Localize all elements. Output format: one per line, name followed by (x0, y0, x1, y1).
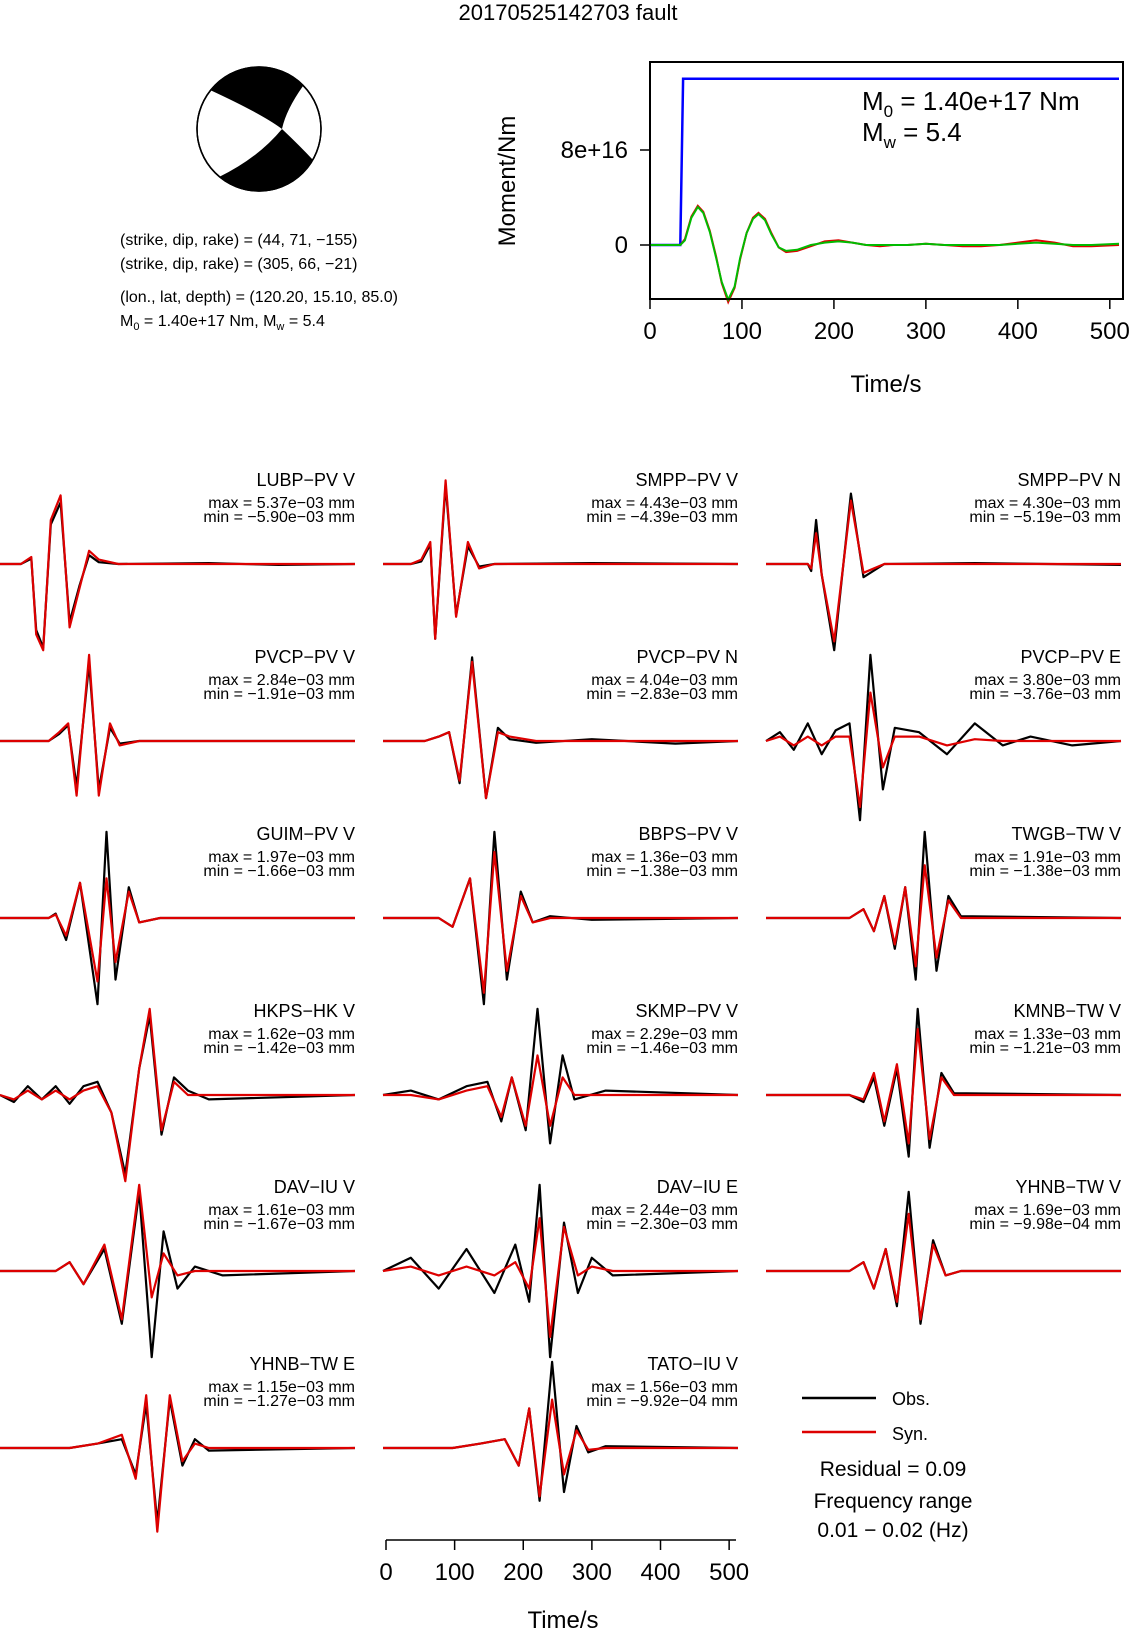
moment-y-tick-label: 8e+16 (560, 137, 628, 164)
time-axis-tick-label: 400 (640, 1559, 681, 1586)
station-max: max = 4.04e−03 mm (591, 672, 738, 689)
m0-value: = 1.40e+17 Nm, M (139, 313, 277, 330)
time-axis-tick-label: 0 (379, 1559, 393, 1586)
station-name: SKMP−PV V (635, 1001, 738, 1021)
mw-annotation (862, 117, 962, 152)
station-panel (383, 1177, 738, 1357)
station-min: min = −5.19e−03 mm (969, 509, 1121, 526)
station-panel (0, 1354, 355, 1532)
legend-syn-label: Syn. (892, 1424, 929, 1444)
beachball (197, 67, 321, 192)
station-panel (0, 647, 355, 796)
station-panel (0, 824, 355, 1004)
frequency-range-value: 0.01 − 0.02 (Hz) (817, 1519, 969, 1542)
time-axis-tick-label: 300 (571, 1559, 612, 1586)
station-panel (383, 1354, 738, 1501)
station-name: YHNB−TW V (1015, 1177, 1121, 1197)
figure-title: 20170525142703 fault (458, 0, 678, 25)
station-panel (383, 824, 738, 1004)
station-max: max = 1.62e−03 mm (208, 1026, 355, 1043)
station-max: max = 3.80e−03 mm (974, 672, 1121, 689)
station-max: max = 4.43e−03 mm (591, 495, 738, 512)
location: (lon., lat, depth) = (120.20, 15.10, 85.0) (120, 289, 398, 306)
station-panel (383, 470, 738, 639)
moment-x-tick-label: 100 (721, 318, 762, 345)
moment-x-axis (643, 299, 1130, 345)
mw-value: = 5.4 (284, 313, 325, 330)
moment-line-rate_obs (650, 207, 1119, 300)
station-min: min = −3.76e−03 mm (969, 686, 1121, 703)
moment-x-label: Time/s (850, 371, 922, 398)
moment-line (120, 313, 325, 333)
syn-trace (0, 1395, 355, 1531)
m0-subscript: 0 (133, 321, 140, 333)
frequency-range-label: Frequency range (813, 1490, 973, 1513)
station-min: min = −1.38e−03 mm (969, 863, 1121, 880)
m0-annotation-value: = 1.40e+17 Nm (893, 86, 1080, 116)
time-axis-label: Time/s (527, 1607, 599, 1634)
station-max: max = 1.36e−03 mm (591, 849, 738, 866)
station-min: min = −1.21e−03 mm (969, 1040, 1121, 1057)
station-name: PVCP−PV V (254, 647, 355, 667)
station-name: DAV−IU E (656, 1177, 738, 1197)
station-name: YHNB−TW E (249, 1354, 355, 1374)
station-max: max = 1.61e−03 mm (208, 1202, 355, 1219)
waveform-time-axis (379, 1540, 749, 1634)
syn-trace (383, 1218, 738, 1337)
station-min: min = −1.27e−03 mm (203, 1393, 355, 1410)
syn-trace (0, 878, 355, 981)
moment-x-tick-label: 200 (813, 318, 854, 345)
station-name: BBPS−PV V (638, 824, 738, 844)
station-min: min = −1.91e−03 mm (203, 686, 355, 703)
nodal-plane-2: (strike, dip, rake) = (305, 66, −21) (120, 256, 358, 273)
station-panel (383, 647, 738, 798)
residual-label: Residual = 0.09 (819, 1458, 967, 1481)
station-name: LUBP−PV V (256, 470, 355, 490)
station-name: TATO−IU V (647, 1354, 738, 1374)
station-panel (766, 824, 1121, 980)
station-panel (383, 1001, 738, 1143)
station-name: KMNB−TW V (1013, 1001, 1121, 1021)
syn-trace (383, 1400, 738, 1497)
syn-trace (766, 865, 1121, 966)
station-min: min = −9.92e−04 mm (586, 1393, 738, 1410)
station-max: max = 1.91e−03 mm (974, 849, 1121, 866)
station-min: min = −4.39e−03 mm (586, 509, 738, 526)
station-panel (0, 1177, 355, 1357)
station-name: TWGB−TW V (1011, 824, 1121, 844)
moment-x-tick-label: 400 (997, 318, 1038, 345)
station-max: max = 1.15e−03 mm (208, 1379, 355, 1396)
station-panel (766, 1177, 1121, 1324)
station-panel (0, 470, 355, 650)
station-panel (0, 1001, 355, 1181)
mw-annotation-subscript: w (883, 133, 896, 152)
m0-annotation-subscript: 0 (883, 102, 894, 121)
station-min: min = −1.67e−03 mm (203, 1216, 355, 1233)
station-max: max = 2.44e−03 mm (591, 1202, 738, 1219)
m0-symbol: M (120, 313, 134, 330)
station-max: max = 1.56e−03 mm (591, 1379, 738, 1396)
station-name: GUIM−PV V (256, 824, 355, 844)
station-name: SMPP−PV V (635, 470, 738, 490)
moment-y-label: Moment/Nm (494, 115, 521, 247)
mw-subscript: w (276, 321, 285, 333)
m0-annotation-symbol: M (862, 86, 884, 116)
moment-x-tick-label: 500 (1089, 318, 1130, 345)
moment-x-tick-label: 0 (643, 318, 657, 345)
time-axis-tick-label: 200 (503, 1559, 544, 1586)
mw-annotation-symbol: M (862, 117, 884, 147)
legend (802, 1389, 972, 1542)
station-name: SMPP−PV N (1017, 470, 1121, 490)
station-min: min = −5.90e−03 mm (203, 509, 355, 526)
station-panel (766, 470, 1121, 650)
station-min: min = −1.46e−03 mm (586, 1040, 738, 1057)
obs-trace (0, 1400, 355, 1523)
moment-line-rate_syn (650, 206, 1119, 302)
waveform-grid (0, 470, 1121, 1532)
station-min: min = −1.38e−03 mm (586, 863, 738, 880)
station-min: min = −1.66e−03 mm (203, 863, 355, 880)
station-name: PVCP−PV E (1020, 647, 1121, 667)
station-min: min = −2.83e−03 mm (586, 686, 738, 703)
station-name: HKPS−HK V (253, 1001, 355, 1021)
station-max: max = 5.37e−03 mm (208, 495, 355, 512)
station-panel (766, 647, 1121, 820)
m0-annotation (862, 86, 1080, 121)
mw-annotation-value: = 5.4 (895, 117, 962, 147)
time-axis-tick-label: 100 (434, 1559, 475, 1586)
station-min: min = −1.42e−03 mm (203, 1040, 355, 1057)
moment-chart (494, 62, 1130, 398)
legend-obs-label: Obs. (892, 1389, 931, 1409)
station-max: max = 4.30e−03 mm (974, 495, 1121, 512)
station-min: min = −9.98e−04 mm (969, 1216, 1121, 1233)
station-max: max = 2.29e−03 mm (591, 1026, 738, 1043)
moment-y-axis (561, 62, 650, 299)
station-max: max = 1.69e−03 mm (974, 1202, 1121, 1219)
station-min: min = −2.30e−03 mm (586, 1216, 738, 1233)
station-name: DAV−IU V (273, 1177, 355, 1197)
nodal-plane-1: (strike, dip, rake) = (44, 71, −155) (120, 232, 358, 249)
station-name: PVCP−PV N (636, 647, 738, 667)
moment-y-tick-label: 0 (614, 232, 628, 259)
time-axis-tick-label: 500 (709, 1559, 750, 1586)
station-panel (766, 1001, 1121, 1157)
station-max: max = 1.97e−03 mm (208, 849, 355, 866)
moment-x-tick-label: 300 (905, 318, 946, 345)
solution-text (120, 232, 398, 333)
station-max: max = 1.33e−03 mm (974, 1026, 1121, 1043)
station-max: max = 2.84e−03 mm (208, 672, 355, 689)
